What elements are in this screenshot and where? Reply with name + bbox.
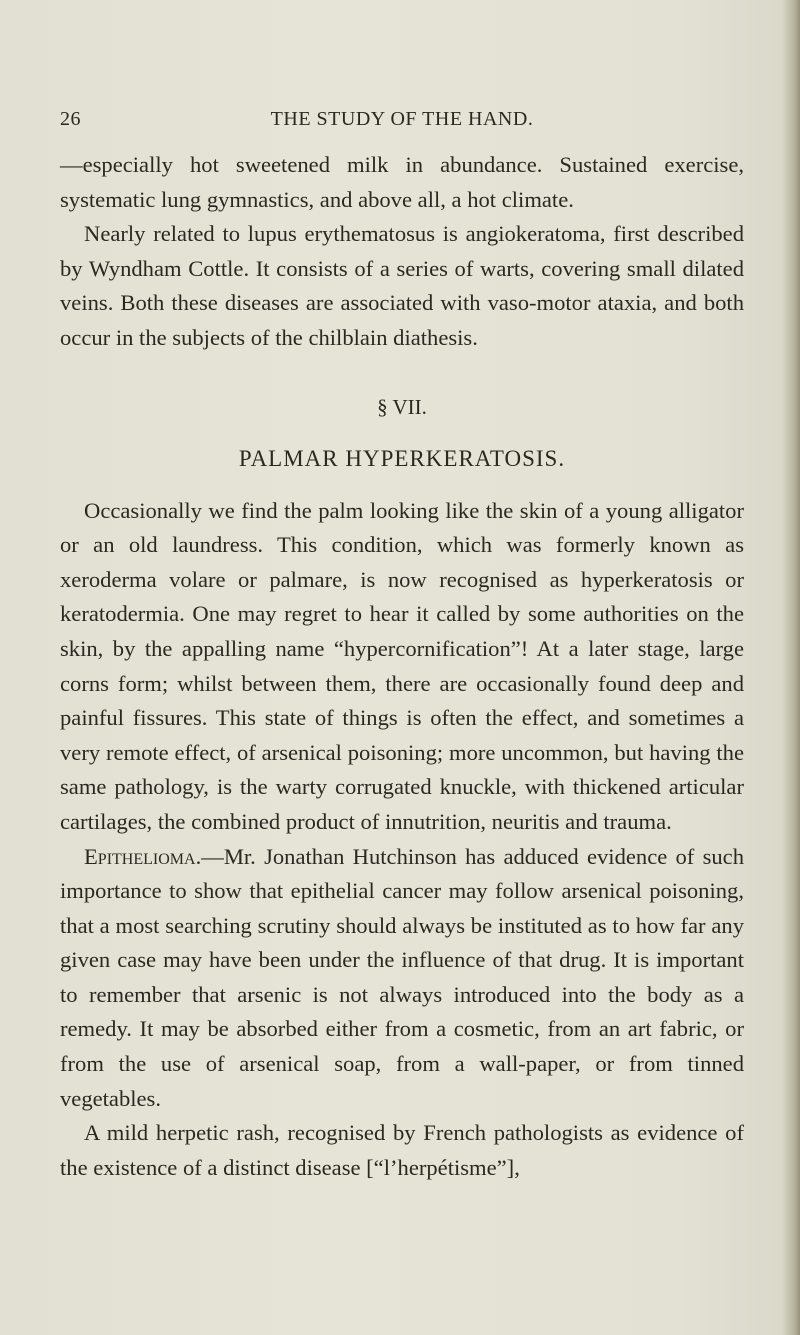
- page-edge-shadow: [782, 0, 800, 1335]
- section-number: § VII.: [377, 394, 427, 419]
- page-number: 26: [60, 108, 81, 130]
- epithelioma-heading: Epithelioma.: [84, 843, 202, 869]
- paragraph-angiokeratoma: Nearly related to lupus erythematosus is angiokeratoma, first described by Wyndham Cottle. It consists of a series of warts, covering small dilated veins. Both these diseases are associated with vaso-motor ataxia, and both occur in the subjects of the chilblain diathesis.: [60, 221, 744, 350]
- text-block: [60, 108, 744, 1185]
- running-title: THE STUDY OF THE HAND.: [270, 108, 534, 130]
- paragraph-epithelioma: [60, 840, 744, 1117]
- paragraph-continued: —especially hot sweetened milk in abundance. Sustained exercise, systematic lung gymnastics, and above all, a hot climate.: [60, 152, 744, 212]
- paragraph-herpetic: A mild herpetic rash, recognised by French pathologists as evidence of the existence of a distinct disease [“l’herpétisme”],: [60, 1120, 744, 1180]
- paragraph-palmar: Occasionally we find the palm looking like the skin of a young alligator or an old laundress. This condition, which was formerly known as xeroderma volare or palmare, is now recognised as hyperkeratosis or keratodermia. One may regret to hear it called by some authorities on the skin, by the appalling name “hypercornification”! At a later stage, large corns form; whilst between them, there are occasionally found deep and painful fissures. This state of things is often the effect, and sometimes a very remote effect, of arsenical poisoning; more uncommon, but having the same pathology, is the warty corrugated knuckle, with thickened articular cartilages, the combined product of innutrition, neuritis and trauma.: [60, 497, 744, 834]
- section-title: PALMAR HYPERKERATOSIS.: [238, 445, 566, 471]
- running-head: [60, 108, 744, 148]
- epithelioma-text: —Mr. Jonathan Hutchinson has adduced evidence of such importance to show that epithelial cancer may follow arsenical poisoning, that a most searching scrutiny should always be instituted as to how far any given case may have been under the influence of that drug. It is important to remember that arsenic is not always introduced into the body as a remedy. It may be absorbed either from a cosmetic, from an art fabric, or from the use of arsenical soap, from a wall-paper, or from tinned vegetables.: [60, 843, 744, 1111]
